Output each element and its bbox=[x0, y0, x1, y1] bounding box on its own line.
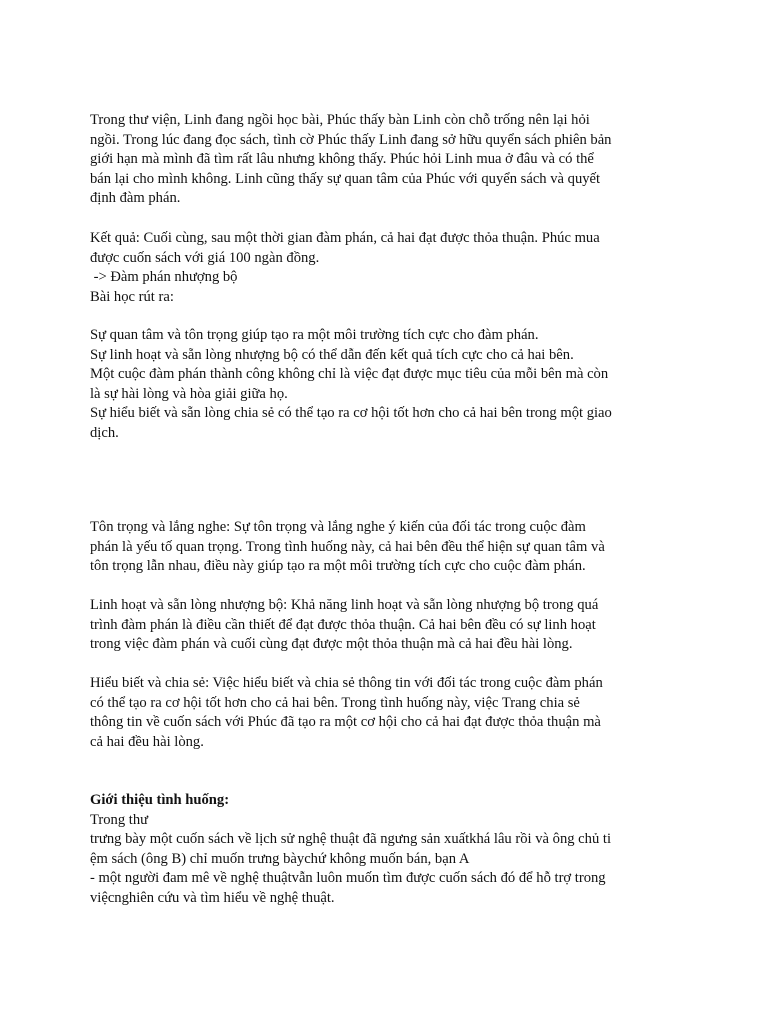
text-line: được cuốn sách với giá 100 ngàn đồng. bbox=[90, 249, 320, 266]
text-line: Một cuộc đàm phán thành công không chỉ là việc đạt được mục tiêu của mỗi bên mà còn bbox=[90, 366, 609, 382]
result-paragraph bbox=[90, 229, 690, 307]
text-line: Bài học rút ra: bbox=[90, 288, 174, 305]
text-line: Kết quả: Cuối cùng, sau một thời gian đàm phán, cả hai đạt được thỏa thuận. Phúc mua bbox=[90, 230, 600, 246]
text-line: tôn trọng lẫn nhau, điều này giúp tạo ra một môi trường tích cực cho cuộc đàm phán. bbox=[90, 558, 586, 574]
text-line: trình đàm phán là điều cần thiết để đạt được thỏa thuận. Cả hai bên đều có sự linh hoạt bbox=[90, 616, 596, 633]
text-line: Sự quan tâm và tôn trọng giúp tạo ra một môi trường tích cực cho đàm phán. bbox=[90, 327, 539, 343]
text-line: dịch. bbox=[90, 424, 119, 441]
text-line: thông tin về cuốn sách với Phúc đã tạo ra một cơ hội cho cả hai đạt được thỏa thuận mà bbox=[90, 714, 601, 730]
flexibility-paragraph bbox=[90, 596, 690, 655]
lessons-paragraph bbox=[90, 326, 690, 443]
text-line: bán lại cho mình không. Linh cũng thấy sự quan tâm của Phúc với quyển sách và quyết bbox=[90, 170, 601, 187]
text-line: trong việc đàm phán và cuối cùng đạt được một thỏa thuận mà cả hai đều hài lòng. bbox=[90, 636, 573, 652]
text-line: phán là yếu tố quan trọng. Trong tình huống này, cả hai bên đều thể hiện sự quan tâm và bbox=[90, 538, 605, 555]
text-line: Linh hoạt và sẵn lòng nhượng bộ: Khả năng linh hoạt và sẵn lòng nhượng bộ trong quá bbox=[90, 597, 599, 613]
text-line: Trong thư bbox=[90, 811, 149, 828]
text-line: Tôn trọng và lắng nghe: Sự tôn trọng và lắng nghe ý kiến của đối tác trong cuộc đàm bbox=[90, 519, 586, 535]
text-line: Sự hiểu biết và sẵn lòng chia sẻ có thể tạo ra cơ hội tốt hơn cho cả hai bên trong một giao bbox=[90, 405, 612, 421]
text-line: là sự hài lòng và hòa giải giữa họ. bbox=[90, 385, 288, 402]
text-line: có thể tạo ra cơ hội tốt hơn cho cả hai bên. Trong tình huống này, việc Trang chia sẻ bbox=[90, 694, 580, 711]
text-line: trưng bày một cuốn sách về lịch sử nghệ thuật đã ngưng sản xuấtkhá lâu rồi và ông chủ ti bbox=[90, 831, 612, 847]
text-line: - một người đam mê về nghệ thuậtvẫn luôn muốn tìm được cuốn sách đó để hỗ trợ trong bbox=[90, 870, 606, 886]
text-line: -> Đàm phán nhượng bộ bbox=[90, 269, 238, 285]
text-line: giới hạn mà mình đã tìm rất lâu nhưng không thấy. Phúc hỏi Linh mua ở đâu và có thể bbox=[90, 151, 594, 167]
respect-paragraph bbox=[90, 518, 690, 577]
understanding-paragraph bbox=[90, 674, 690, 752]
text-line: cả hai đều hài lòng. bbox=[90, 733, 204, 750]
text-line: Sự linh hoạt và sẵn lòng nhượng bộ có thể dẫn đến kết quả tích cực cho cả hai bên. bbox=[90, 346, 574, 363]
text-line: ngồi. Trong lúc đang đọc sách, tình cờ Phúc thấy Linh đang sở hữu quyển sách phiên bản bbox=[90, 131, 612, 148]
intro-heading: Giới thiệu tình huống: bbox=[90, 792, 230, 808]
text-line: định đàm phán. bbox=[90, 190, 181, 206]
text-line: ệm sách (ông B) chỉ muốn trưng bàychứ không muốn bán, bạn A bbox=[90, 850, 470, 867]
text-line: việcnghiên cứu và tìm hiểu về nghệ thuật. bbox=[90, 889, 335, 906]
intro-section bbox=[90, 791, 690, 908]
text-line: Hiểu biết và chia sẻ: Việc hiểu biết và chia sẻ thông tin với đối tác trong cuộc đàm phán bbox=[90, 675, 603, 691]
text-line: Trong thư viện, Linh đang ngồi học bài, Phúc thấy bàn Linh còn chỗ trống nên lại hỏi bbox=[90, 112, 590, 128]
story-paragraph bbox=[90, 111, 690, 209]
